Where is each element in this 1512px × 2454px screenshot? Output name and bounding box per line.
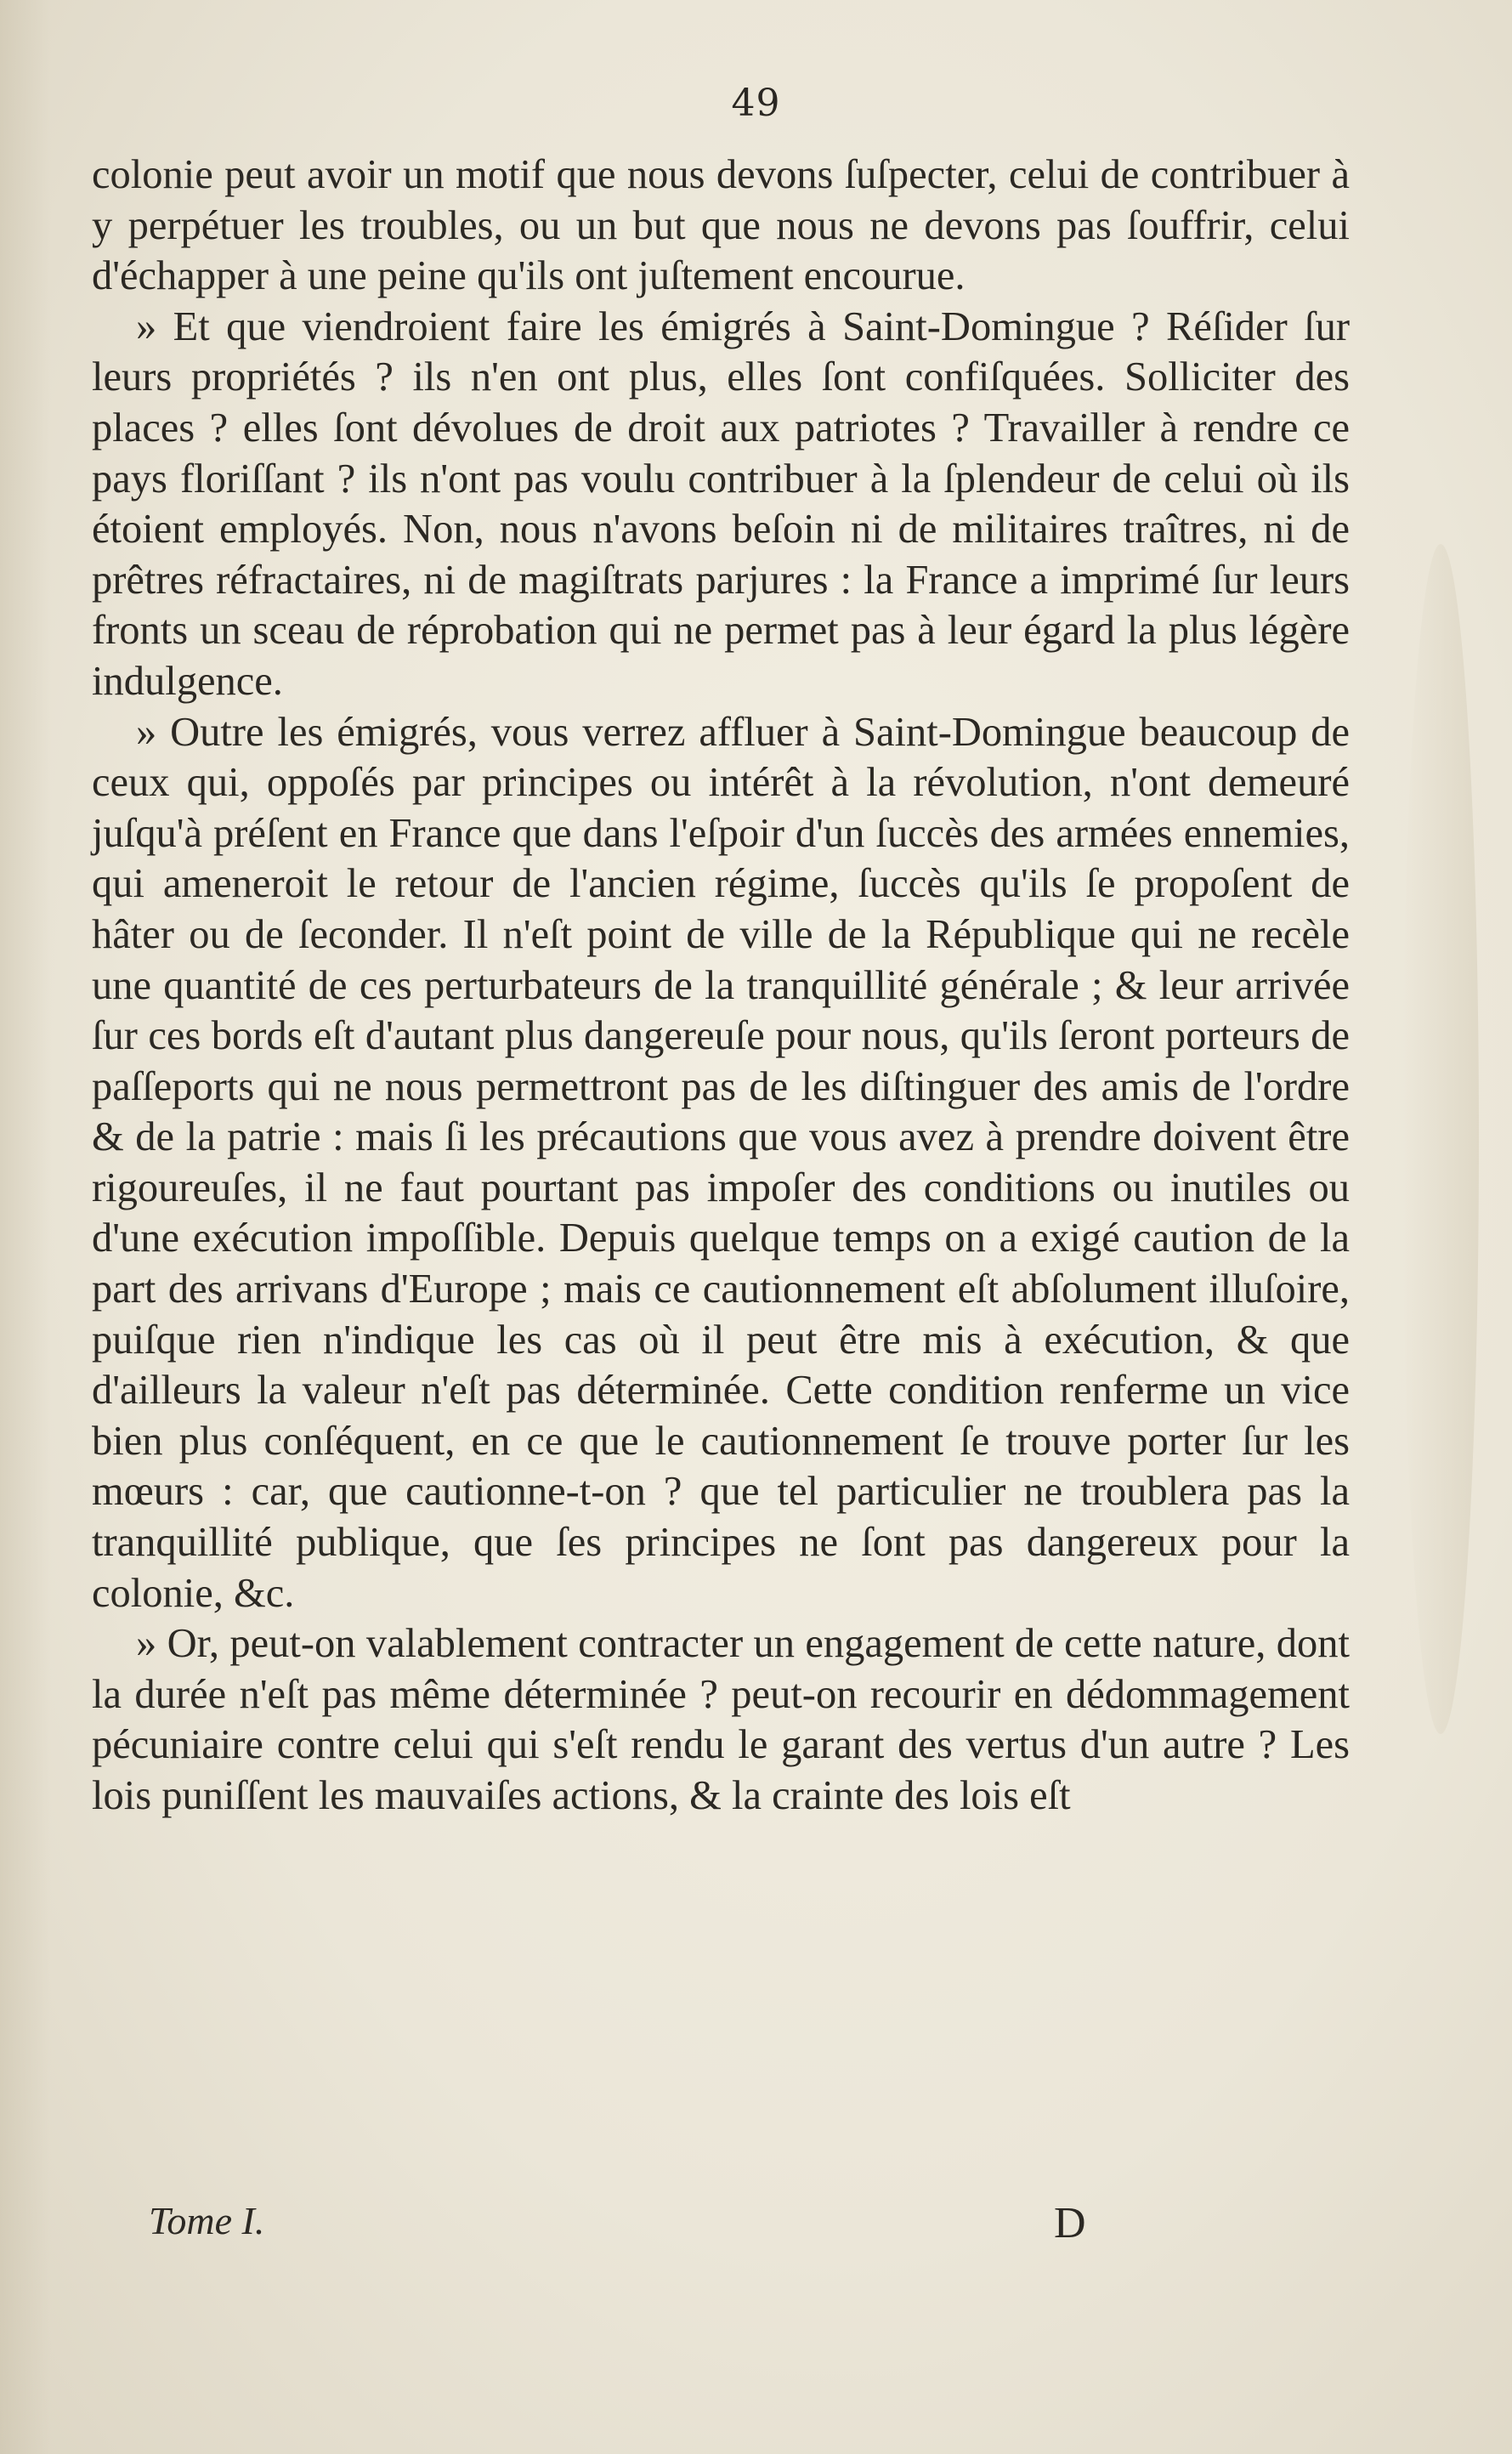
body-text <box>92 150 1350 1822</box>
paragraph-1: colonie peut avoir un motif que nous devons ſuſpecter, celui de contribuer à y perpétuer les troubles, ou un but que nous ne devons pas ſouffrir, celui d'échapper à une peine qu'ils ont juſtement encourue. <box>92 152 1350 299</box>
page-foxing <box>1402 544 1479 1734</box>
paragraph-3: » Outre les émigrés, vous verrez affluer à Saint-Domingue beaucoup de ceux qui, oppoſés par principes ou intérêt à la révolution, n'ont demeuré juſqu'à préſent en France que dans l'eſpoir d'un ſuccès des armées ennemies, qui ameneroit le retour de l'ancien régime, ſuccès qu'ils ſe propoſent de hâter ou de ſeconder. Il n'eſt point de ville de la République qui ne recèle une quantité de ces perturbateurs de la tranquillité générale ; & leur arrivée ſur ces bords eſt d'autant plus dangereuſe pour nous, qu'ils ſeront porteurs de paſſeports qui ne nous permettront pas de les diſtinguer des amis de l'ordre & de la patrie : mais ſi les précautions que vous avez à prendre doivent être rigoureuſes, il ne faut pourtant pas impoſer des conditions ou inutiles ou d'une exécution impoſſible. Depuis quelque temps on a exigé caution de la part des arrivans d'Europe ; mais ce cautionnement eſt abſolument illuſoire, puiſque rien n'indique les cas où il peut être mis à exécution, & que d'ailleurs la valeur n'eſt pas déterminée. Cette condition renferme un vice bien plus conſéquent, en ce que le cautionnement ſe trouve porter ſur les mœurs : car, que cautionne-t-on ? que tel particulier ne troublera pas la tranquillité publique, que ſes principes ne ſont pas dangereux pour la colonie, &c. <box>92 709 1350 1616</box>
paragraph-4: » Or, peut-on valablement contracter un engagement de cette nature, dont la durée n'eſt pas même déterminée ? peut-on recourir en dédommagement pécuniaire contre celui qui s'eſt rendu le garant des vertus d'un autre ? Les lois puniſſent les mauvaiſes actions, & la crainte des lois eſt <box>92 1621 1350 1818</box>
page-number: 49 <box>731 82 781 125</box>
page-footer <box>149 2198 1101 2249</box>
volume-label: Tome I. <box>149 2199 265 2242</box>
paragraph-2: » Et que viendroient faire les émigrés à Saint-Domingue ? Réſider ſur leurs propriétés ? ils n'en ont plus, elles ſont confiſquées. Solliciter des places ? elles ſont dévolues de droit aux patriotes ? Travailler à rendre ce pays floriſſant ? ils n'ont pas voulu contribuer à la ſplendeur de celui où ils étoient employés. Non, nous n'avons beſoin ni de militaires traîtres, ni de prêtres réfractaires, ni de magiſtrats parjures : la France a imprimé ſur leurs fronts un sceau de réprobation qui ne permet pas à leur égard la plus légère indulgence. <box>92 303 1350 704</box>
signature-mark: D <box>1054 2199 1086 2247</box>
page-edge-shadow <box>0 0 51 2454</box>
